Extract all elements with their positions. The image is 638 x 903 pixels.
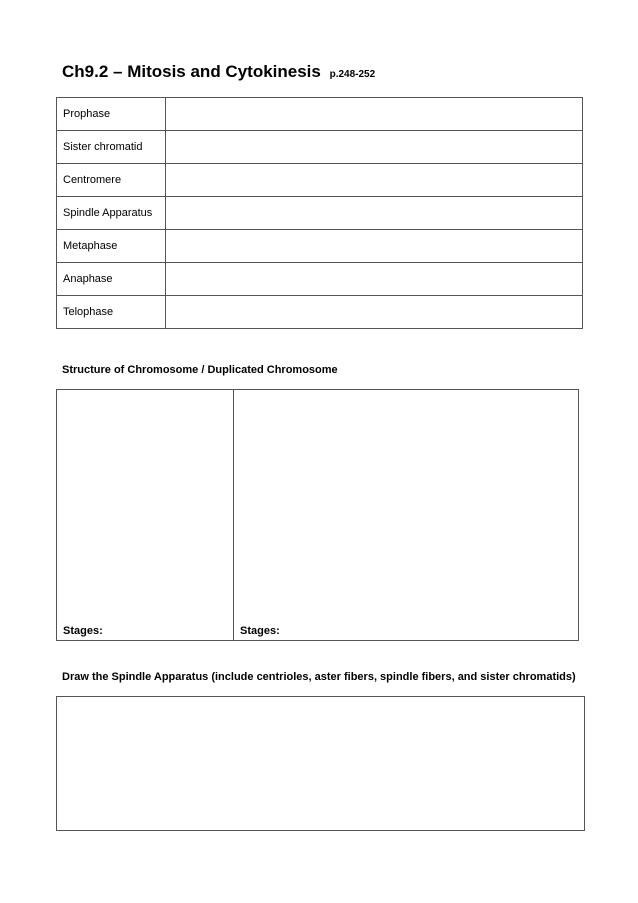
definition-cell[interactable] [166, 164, 583, 197]
stages-label-right: Stages: [240, 625, 280, 637]
term-cell: Metaphase [57, 230, 166, 263]
table-row [57, 263, 583, 296]
term-cell: Centromere [57, 164, 166, 197]
term-cell: Spindle Apparatus [57, 197, 166, 230]
chromosome-drawing-box[interactable] [56, 389, 579, 641]
box-divider [233, 390, 234, 640]
definition-cell[interactable] [166, 131, 583, 164]
definition-cell[interactable] [166, 296, 583, 329]
vocabulary-table [56, 97, 583, 329]
term-cell: Sister chromatid [57, 131, 166, 164]
table-row [57, 98, 583, 131]
spindle-drawing-box[interactable] [56, 696, 585, 831]
table-row [57, 230, 583, 263]
term-cell: Anaphase [57, 263, 166, 296]
table-row [57, 296, 583, 329]
table-row [57, 131, 583, 164]
table-row [57, 197, 583, 230]
definition-cell[interactable] [166, 230, 583, 263]
definition-cell[interactable] [166, 197, 583, 230]
chromosome-heading: Structure of Chromosome / Duplicated Chromosome [62, 364, 338, 376]
title-text: Ch9.2 – Mitosis and Cytokinesis [62, 62, 321, 81]
term-cell: Telophase [57, 296, 166, 329]
definition-cell[interactable] [166, 98, 583, 131]
spindle-heading: Draw the Spindle Apparatus (include centrioles, aster fibers, spindle fibers, and sister chromatids) [62, 671, 576, 683]
stages-label-left: Stages: [63, 625, 103, 637]
term-cell: Prophase [57, 98, 166, 131]
definition-cell[interactable] [166, 263, 583, 296]
page-range: p.248-252 [329, 69, 376, 80]
table-row [57, 164, 583, 197]
page-title [62, 62, 375, 82]
